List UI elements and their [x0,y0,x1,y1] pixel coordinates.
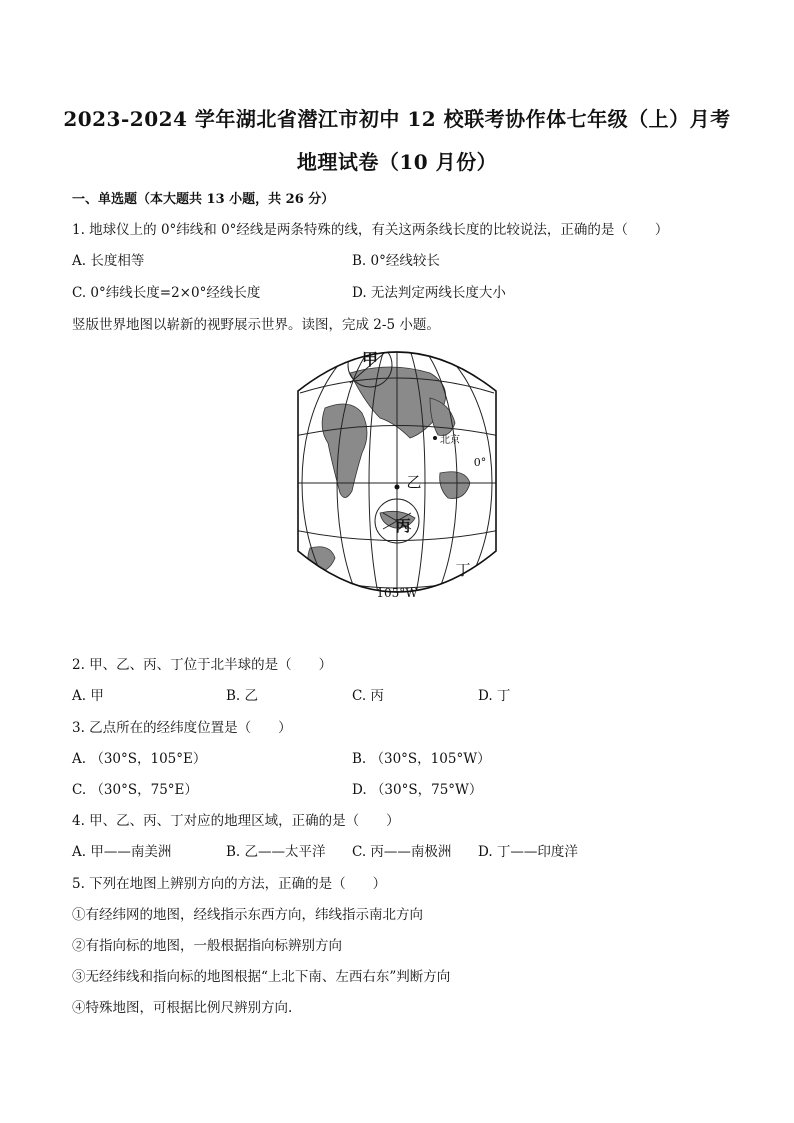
q2-option-a: A. 甲 [72,688,104,704]
q3-option-c: C. （30°S，75°E） [72,782,198,798]
q1-stem: 1. 地球仪上的 0°纬线和 0°经线是两条特殊的线，有关这两条线长度的比较说法，正确的是（ ） [72,222,669,238]
vertical-world-map [290,343,504,603]
q3-option-d: D. （30°S，75°W） [352,782,483,798]
label-meridian: 105°W [376,586,418,600]
q5-stem: 5. 下列在地图上辨别方向的方法，正确的是（ ） [72,876,387,892]
exam-title-line1: 2023-2024 学年湖北省潜江市初中 12 校联考协作体七年级（上）月考 [63,107,731,131]
q1-option-a: A. 长度相等 [72,253,145,269]
q4-option-b: B. 乙——太平洋 [226,844,326,860]
label-equator: 0° [473,456,487,469]
q1-option-d: D. 无法判定两线长度大小 [352,285,506,301]
label-yi: 乙 [406,473,422,491]
q4-option-a: A. 甲——南美洲 [72,844,172,860]
q4-option-c: C. 丙——南极洲 [352,844,452,860]
q4-stem: 4. 甲、乙、丙、丁对应的地理区域，正确的是（ ） [72,813,400,829]
q3-stem: 3. 乙点所在的经纬度位置是（ ） [72,720,292,736]
section-heading: 一、单选题（本大题共 13 小题，共 26 分） [72,192,335,207]
q2-option-c: C. 丙 [352,688,384,704]
q2-stem: 2. 甲、乙、丙、丁位于北半球的是（ ） [72,657,333,673]
map-intro: 竖版世界地图以崭新的视野展示世界。读图，完成 2-5 小题。 [72,317,440,333]
q3-option-b: B. （30°S，105°W） [352,751,491,767]
q5-statement-1: ①有经纬网的地图，经线指示东西方向，纬线指示南北方向 [72,907,423,923]
label-jia: 甲 [361,350,379,369]
q3-option-a: A. （30°S，105°E） [72,751,207,767]
q1-option-b: B. 0°经线较长 [352,253,440,269]
q5-statement-4: ④特殊地图，可根据比例尺辨别方向. [72,1000,293,1016]
label-bing: 丙 [395,517,411,535]
label-ding: 丁 [455,561,471,579]
q1-option-c: C. 0°纬线长度=2×0°经线长度 [72,285,261,301]
label-beijing: 北京 [440,435,460,446]
q5-statement-3: ③无经纬线和指向标的地图根据“上北下南、左西右东”判断方向 [72,969,451,985]
beijing-marker [433,436,437,440]
q4-option-d: D. 丁——印度洋 [478,844,578,860]
exam-title-line2: 地理试卷（10 月份） [296,150,498,174]
point-yi-marker [395,485,400,490]
q5-statement-2: ②有指向标的地图，一般根据指向标辨别方向 [72,938,342,954]
q2-option-d: D. 丁 [478,688,511,704]
q2-option-b: B. 乙 [226,688,259,704]
